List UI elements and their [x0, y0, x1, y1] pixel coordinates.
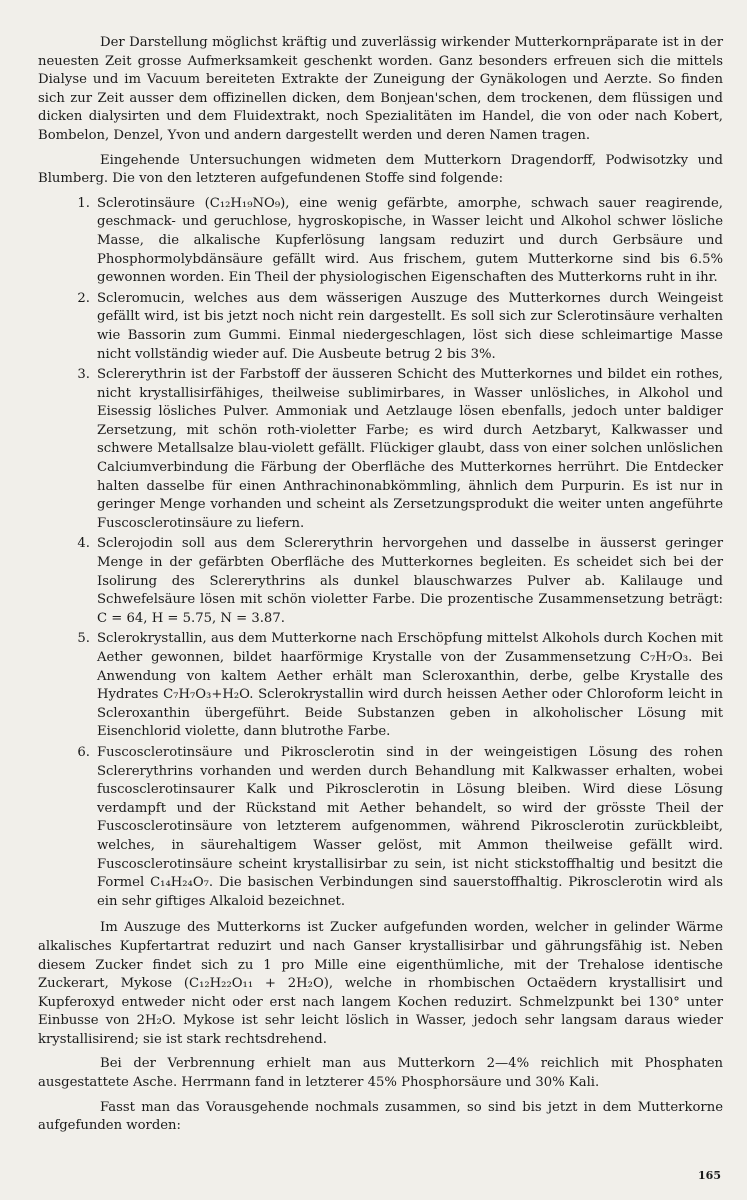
list-item	[38, 744, 723, 911]
item-text: Sclererythrin ist der Farbstoff der äusseren Schicht des Mutterkornes und bildet ein rothes, nicht krystallisirfähiges, theilweise sublimirbares, in Wasser unlösliches, in Alkohol und Eisessig lösliches Pulver. Ammoniak und Aetzlauge lösen ebenfalls, jedoch unter baldiger Zersetzung, mit schön roth-violetter Farbe; es wird durch Aetzbaryt, Kalkwasser und schwere Metallsalze blau-violett gefällt. Flückiger glaubt, dass von einer solchen unlöslichen Calciumverbindung die Färbung der Oberfläche des Mutterkornes herrührt. Die Entdecker halten dasselbe für einen Anthrachinonabkömmling, ähnlich dem Purpurin. Es ist nur in geringer Menge vorhanden und scheint als Zersetzungsprodukt die weiter unten angeführte Fuscosclerotinsäure zu liefern.	[97, 367, 723, 531]
item-number: 1.	[77, 195, 90, 211]
list-item	[38, 535, 723, 628]
sugar-paragraph: Im Auszuge des Mutterkorns ist Zucker aufgefunden worden, welcher in gelinder Wärme alkalisches Kupfertartrat reduzirt und nach Ganser krystallisirbar und gährungsfähig ist. Neben diesem Zucker findet sich zu 1 pro Mille eine eigenthümliche, mit der Trehalose identische Zuckerart, Mykose (C₁₂H₂₂O₁₁ + 2H₂O), welche in rhombischen Octaëdern krystallisirt und Kupferoxyd entweder nicht oder erst nach langem Kochen reduzirt. Schmelzpunkt bei 130° unter Einbusse von 2H₂O. Mykose ist sehr leicht löslich in Wasser, jedoch sehr langsam daraus wieder krystallisirend; sie ist stark rechtsdrehend.	[38, 920, 723, 1047]
summary-paragraph: Fasst man das Vorausgehende nochmals zusammen, so sind bis jetzt in dem Mutterkorne aufgefunden worden:	[38, 1099, 723, 1134]
substance-list	[38, 195, 723, 912]
item-text: Scleromucin, welches aus dem wässerigen Auszuge des Mutterkornes durch Weingeist gefällt wird, ist bis jetzt noch nicht rein dargestellt. Es soll sich zur Sclerotinsäure verhalten wie Bassorin zum Gummi. Einmal niedergeschlagen, löst sich diese schleimartige Masse nicht vollständig wieder auf. Die Ausbeute betrug 2 bis 3%.	[97, 290, 723, 362]
item-number: 6.	[77, 744, 90, 760]
page-number: 165	[698, 1169, 721, 1182]
item-number: 3.	[77, 367, 90, 383]
intro-paragraph-1: Der Darstellung möglichst kräftig und zuverlässig wirkender Mutterkornpräparate ist in der neuesten Zeit grosse Aufmerksamkeit geschenkt worden. Ganz besonders erfreuen sich die mittels Dialyse und im Vacuum bereiteten Extrakte der Zuneigung der Gynäkologen und Aerzte. So finden sich zur Zeit ausser dem offizinellen dicken, dem Bonjean'schen, dem trockenen, dem flüssigen und dicken dialysirten und dem Fluidextrakt, noch Spezialitäten im Handel, die von oder nach Kobert, Bombelon, Denzel, Yvon und andern dargestellt werden und deren Namen tragen.	[38, 35, 723, 143]
list-item	[38, 195, 723, 288]
item-number: 5.	[77, 631, 90, 647]
intro-paragraph-2: Eingehende Untersuchungen widmeten dem Mutterkorn Dragendorff, Podwisotzky und Blumberg. Die von den letzteren aufgefundenen Stoffe sind folgende:	[38, 152, 723, 187]
item-number: 4.	[77, 536, 90, 552]
list-item	[38, 290, 723, 364]
item-text: Sclerotinsäure (C₁₂H₁₉NO₉), eine wenig gefärbte, amorphe, schwach sauer reagirende, geschmack- und geruchlose, hygroskopische, in Wasser leicht und Alkohol schwer lösliche Masse, die alkalische Kupferlösung langsam reduzirt und durch Gerbsäure und Phosphormolybdänsäure gefällt wird. Aus frischem, gutem Mutterkorne sind bis 6.5% gewonnen worden. Ein Theil der physiologischen Eigenschaften des Mutterkorns ruht in ihr.	[97, 195, 723, 286]
item-text: Sclerokrystallin, aus dem Mutterkorne nach Erschöpfung mittelst Alkohols durch Kochen mit Aether gewonnen, bildet haarförmige Krystalle von der Zusammensetzung C₇H₇O₃. Bei Anwendung von kaltem Aether erhält man Scleroxanthin, derbe, gelbe Krystalle des Hydrates C₇H₇O₃+H₂O. Sclerokrystallin wird durch heissen Aether oder Chloroform leicht in Scleroxanthin übergeführt. Beide Substanzen geben in alkoholischer Lösung mit Eisenchlorid violette, dann blutrothe Farbe.	[97, 631, 723, 740]
item-text: Fuscosclerotinsäure und Pikrosclerotin sind in der weingeistigen Lösung des rohen Sclererythrins vorhanden und werden durch Behandlung mit Kalkwasser erhalten, wobei fuscosclerotinsaurer Kalk und Pikrosclerotin in Lösung bleiben. Wird diese Lösung verdampft und der Rückstand mit Aether behandelt, so wird der grösste Theil der Fuscosclerotinsäure von letzterem aufgenommen, während Pikrosclerotin zurückbleibt, welches, in säurehaltigem Wasser gelöst, mit Ammon theilweise gefällt wird. Fuscosclerotinsäure scheint krystallisirbar zu sein, ist nicht stickstoffhaltig und besitzt die Formel C₁₄H₂₄O₇. Die basischen Verbindungen sind sauerstoffhaltig. Pikrosclerotin wird als ein sehr giftiges Alkaloid bezeichnet.	[97, 744, 723, 909]
item-number: 2.	[77, 290, 90, 306]
ash-paragraph: Bei der Verbrennung erhielt man aus Mutterkorn 2—4% reichlich mit Phosphaten ausgestattete Asche. Herrmann fand in letzterer 45% Phosphorsäure und 30% Kali.	[38, 1056, 723, 1091]
item-text: Sclerojodin soll aus dem Sclererythrin hervorgehen und dasselbe in äusserst geringer Menge in der gefärbten Oberfläche des Mutterkornes begleiten. Es scheidet sich bei der Isolirung des Sclererythrins als dunkel blauschwarzes Pulver ab. Kalilauge und Schwefelsäure lösen mit schön violetter Farbe. Die prozentische Zusammensetzung beträgt: C = 64, H = 5.75, N = 3.87.	[97, 536, 723, 626]
list-item	[38, 630, 723, 742]
list-item	[38, 366, 723, 533]
